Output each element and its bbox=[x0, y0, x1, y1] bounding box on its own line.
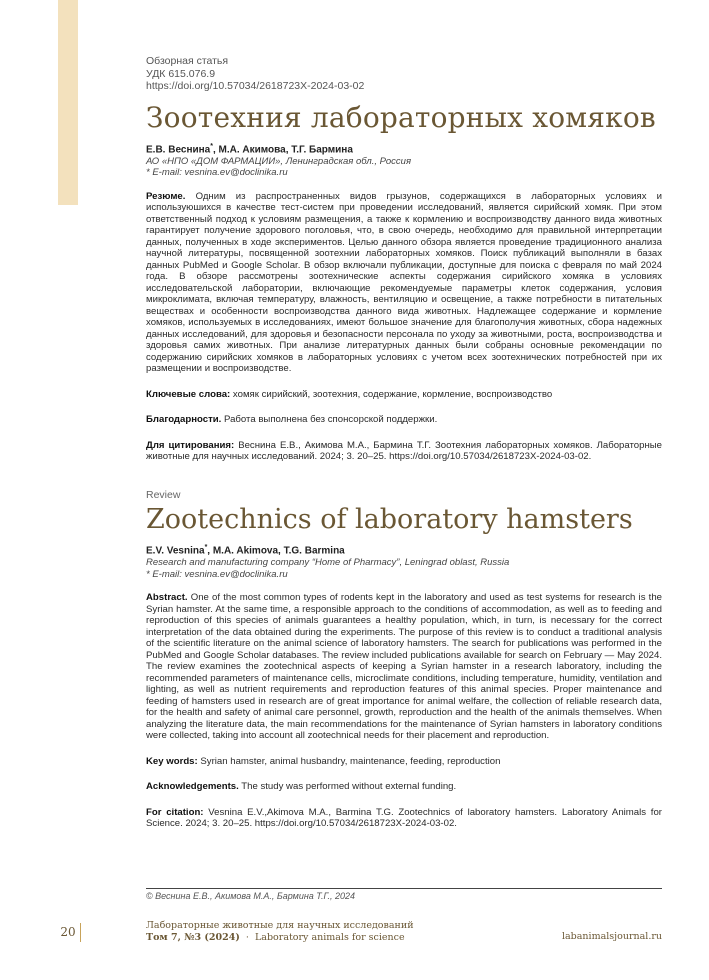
author-first-en: E.V. Vesnina bbox=[146, 545, 205, 557]
keywords-en bbox=[146, 756, 662, 768]
keywords-text-en: Syrian hamster, animal husbandry, maintenance, feeding, reproduction bbox=[197, 755, 501, 767]
affiliation-ru: АО «НПО «ДОМ ФАРМАЦИИ», Ленинградская обл., Россия bbox=[146, 155, 412, 167]
keywords-label-en: Key words: bbox=[146, 755, 198, 767]
keywords-ru bbox=[146, 389, 662, 401]
ack-label-ru: Благодарности. bbox=[146, 414, 222, 426]
abstract-label-ru: Резюме. bbox=[146, 190, 186, 202]
abstract-ru bbox=[146, 191, 662, 375]
doi-link[interactable]: https://doi.org/10.57034/2618723X-2024-03-02 bbox=[146, 80, 365, 92]
journal-website-link[interactable]: labanimalsjournal.ru bbox=[561, 931, 662, 942]
abstract-label-en: Abstract. bbox=[146, 592, 188, 604]
authors-rest-ru: , М.А. Акимова, Т.Г. Бармина bbox=[212, 143, 353, 155]
article-type-ru: Обзорная статья bbox=[146, 55, 229, 67]
title-ru: Зоотехния лабораторных хомяков bbox=[146, 100, 656, 134]
citation-ru bbox=[146, 440, 662, 463]
ack-label-en: Acknowledgements. bbox=[146, 781, 239, 793]
ack-text-en: The study was performed without external funding. bbox=[238, 781, 457, 793]
email-en[interactable]: * E-mail: vesnina.ev@doclinika.ru bbox=[146, 568, 288, 580]
keywords-text-ru: хомяк сирийский, зоотехния, содержание, кормление, воспроизводство bbox=[230, 388, 553, 400]
article-type-en: Review bbox=[146, 488, 181, 501]
authors-en bbox=[146, 542, 662, 557]
author-mark-ru: * bbox=[210, 142, 213, 150]
page-footer bbox=[146, 920, 662, 944]
page-number: 20 bbox=[58, 923, 81, 942]
abstract-text-en: One of the most common types of rodents kept in the laboratory and used as test systems for research is the Syrian hamster. At the same time, a responsible approach to the conditions of accommodation, as well as to feeding and reproduction of this species of animals guarantees a healthy population, which, in turn, is necessary for the correct interpretation of the data obtained during the experiments. The purpose of this review is to conduct a traditional analysis of the scientific literature on the animal science of laboratory hamsters. The search for publications was performed in the PubMed and Google Scholar databases. The review included publications available for search on February — May 2024. The review examines the zootechnical aspects of keeping a Syrian hamster in a research laboratory, including the recommended parameters of maintenance cells, microclimate conditions, including temperature, humidity, ventilation and lighting, as well as nutrient requirements and reproduction features of this animal species. Proper maintenance and feeding of hamsters used in research are of great importance for animal welfare, the collection of reliable research data, for the health and safety of animal care personnel, growth, reproduction and the health of the animals themselves. When analyzing the literature data, the main recommendations for the maintenance of Syrian hamsters in laboratory conditions were collected, taking into account all zootechnical needs for their placement and reproduction. bbox=[146, 592, 662, 742]
title-en: Zootechnics of laboratory hamsters bbox=[146, 503, 633, 535]
acknowledgements-ru bbox=[146, 414, 662, 426]
journal-name-ru: Лабораторные животные для научных исследований bbox=[146, 920, 414, 931]
author-first-ru: Е.В. Веснина bbox=[146, 143, 211, 155]
volume-issue: Том 7, №3 (2024) bbox=[146, 931, 240, 943]
ack-text-ru: Работа выполнена без спонсорской поддержки. bbox=[221, 414, 438, 426]
abstract-text-ru: Одним из распространенных видов грызунов, содержащихся в лабораторных условиях и используюшихся в качестве тест-систем при проведении исследований, является сирийский хомяк. При этом ответственный подход к условиям размещения, а также к кормлению и воспроизводству данного вида животных гарантирует получение здорового поголовья, что, в свою очередь, необходимо для правильной интерпретации данных, полученных в ходе экспериментов. Целью данного обзора является проведение традиционного анализа научной литературы, посвященной зоотехнии лабораторных хомяков. Поиск публикаций выполняли в базах данных PubMed и Google Scholar. В обзор включали публикации, доступные для поиска с февраля по май 2024 года. В обзоре рассмотрены зоотехнические аспекты содержания сирийского хомяка в условиях исследовательской лаборатории, включающие рекомендуемые параметры клеток содержания, условия микроклимата, включая температуру, влажность, вентиляцию и освещение, а также потребности в питательных веществах и особенности воспроизводства данного вида животных. Надлежащее содержание и кормление хомяков, используемых в исследованиях, имеют большое значение для благополучия животных, сбора надежных данных исследований, для здоровья и безопасности персонала по уходу за животными, роста, воспроизводства и здоровья самих животных. При анализе литературных данных были собраны основные рекомендации по содержанию сирийских хомяков в лабораторных условиях с учетом всех зоотехнических потребностей при их размещении и воспроизводстве. bbox=[146, 190, 662, 375]
acknowledgements-en bbox=[146, 781, 662, 793]
abstract-en bbox=[146, 592, 662, 742]
cite-label-ru: Для цитирования: bbox=[146, 439, 235, 451]
footer-divider bbox=[146, 888, 662, 889]
copyright-notice: © Веснина Е.В., Акимова М.А., Бармина Т.Г., 2024 bbox=[146, 891, 356, 901]
citation-en bbox=[146, 807, 662, 830]
author-mark-en: * bbox=[204, 543, 208, 551]
affiliation-en: Research and manufacturing company “Home of Pharmacy”, Leningrad oblast, Russia bbox=[146, 557, 510, 569]
side-accent-stripe bbox=[58, 0, 78, 205]
cite-text-ru: Веснина Е.В., Акимова М.А., Бармина Т.Г. Зоотехния лабораторных хомяков. Лабораторные животные для научных исследований. 2024; 3. 20–25. https://doi.org/10.57034/2618723X-2024-03-02. bbox=[146, 439, 662, 463]
cite-label-en: For citation: bbox=[146, 806, 204, 818]
article-page bbox=[146, 55, 662, 830]
email-ru[interactable]: * E-mail: vesnina.ev@doclinika.ru bbox=[146, 167, 288, 179]
cite-text-en: Vesnina E.V.,Akimova M.A., Barmina T.G. Zootechnics of laboratory hamsters. Laboratory Animals for Science. 2024; 3. 20–25. https://doi.org/10.57034/2618723X-2024-03-02. bbox=[146, 806, 662, 830]
keywords-label-ru: Ключевые слова: bbox=[146, 388, 231, 400]
footer-separator: · bbox=[245, 931, 249, 943]
udk-code: УДК 615.076.9 bbox=[146, 67, 216, 80]
authors-rest-en: , M.A. Akimova, T.G. Barmina bbox=[207, 545, 345, 557]
authors-ru bbox=[146, 141, 662, 156]
journal-name-en: Laboratory animals for science bbox=[255, 931, 405, 943]
